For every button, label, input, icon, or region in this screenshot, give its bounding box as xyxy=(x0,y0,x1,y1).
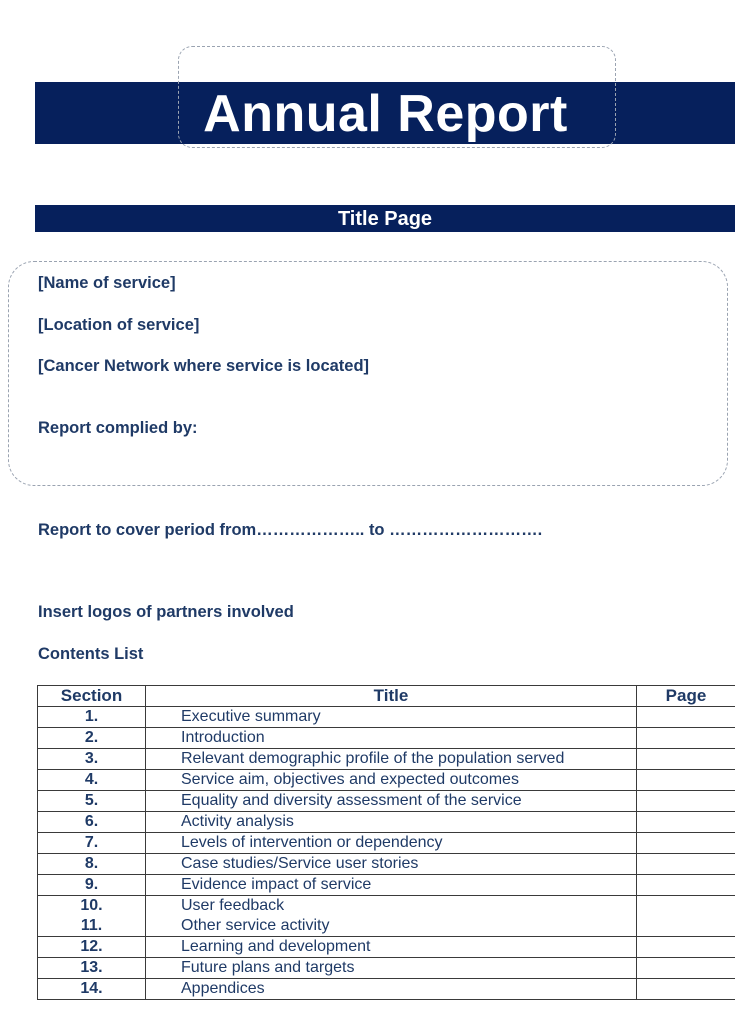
section-title: Other service activity xyxy=(146,916,637,937)
contents-list-heading: Contents List xyxy=(38,645,144,663)
table-row xyxy=(38,707,735,728)
section-title: Service aim, objectives and expected outcomes xyxy=(146,770,637,791)
table-row xyxy=(38,916,735,937)
table-row xyxy=(38,937,735,958)
insert-logos-line: Insert logos of partners involved xyxy=(38,603,294,621)
section-number: 5. xyxy=(38,791,146,812)
page-number[interactable] xyxy=(637,749,735,770)
table-row xyxy=(38,728,735,749)
section-title: Evidence impact of service xyxy=(146,875,637,896)
section-number: 12. xyxy=(38,937,146,958)
section-title: Case studies/Service user stories xyxy=(146,854,637,875)
section-title: Executive summary xyxy=(146,707,637,728)
section-number: 11. xyxy=(38,916,146,937)
section-number: 7. xyxy=(38,833,146,854)
cancer-network-field[interactable]: [Cancer Network where service is located] xyxy=(38,357,370,375)
page-number[interactable] xyxy=(637,937,735,958)
section-title: Introduction xyxy=(146,728,637,749)
section-number: 8. xyxy=(38,854,146,875)
table-row xyxy=(38,791,735,812)
page-number[interactable] xyxy=(637,791,735,812)
page-number[interactable] xyxy=(637,728,735,749)
table-row xyxy=(38,979,735,1000)
section-number: 14. xyxy=(38,979,146,1000)
section-title: User feedback xyxy=(146,896,637,917)
section-number: 9. xyxy=(38,875,146,896)
section-number: 6. xyxy=(38,812,146,833)
column-header-page: Page xyxy=(637,686,735,707)
table-row xyxy=(38,875,735,896)
table-row xyxy=(38,749,735,770)
page-number[interactable] xyxy=(637,770,735,791)
page-number[interactable] xyxy=(637,875,735,896)
section-number: 10. xyxy=(38,896,146,917)
report-period-line: Report to cover period from……………….. to ………………………. xyxy=(38,521,543,539)
page-number[interactable] xyxy=(637,707,735,728)
section-number: 4. xyxy=(38,770,146,791)
page-number[interactable] xyxy=(637,833,735,854)
table-row xyxy=(38,812,735,833)
section-title: Future plans and targets xyxy=(146,958,637,979)
section-title: Relevant demographic profile of the population served xyxy=(146,749,637,770)
table-row xyxy=(38,958,735,979)
section-title: Equality and diversity assessment of the service xyxy=(146,791,637,812)
column-header-title: Title xyxy=(146,686,637,707)
section-title-bar: Title Page xyxy=(35,205,735,232)
page-number[interactable] xyxy=(637,896,735,917)
table-row xyxy=(38,770,735,791)
page-number[interactable] xyxy=(637,958,735,979)
name-of-service-field[interactable]: [Name of service] xyxy=(38,274,176,292)
section-title: Levels of intervention or dependency xyxy=(146,833,637,854)
section-number: 3. xyxy=(38,749,146,770)
page-number[interactable] xyxy=(637,812,735,833)
section-number: 1. xyxy=(38,707,146,728)
page-number[interactable] xyxy=(637,916,735,937)
report-compiled-by-label: Report complied by: xyxy=(38,419,198,437)
column-header-section: Section xyxy=(38,686,146,707)
location-of-service-field[interactable]: [Location of service] xyxy=(38,316,200,334)
page-number[interactable] xyxy=(637,979,735,1000)
table-row xyxy=(38,833,735,854)
section-number: 13. xyxy=(38,958,146,979)
page-title: Annual Report xyxy=(203,85,568,143)
section-number: 2. xyxy=(38,728,146,749)
table-row xyxy=(38,896,735,917)
page-number[interactable] xyxy=(637,854,735,875)
section-title: Appendices xyxy=(146,979,637,1000)
table-header-row xyxy=(38,686,735,707)
section-title: Activity analysis xyxy=(146,812,637,833)
table-row xyxy=(38,854,735,875)
contents-table xyxy=(37,685,735,1000)
section-title: Learning and development xyxy=(146,937,637,958)
